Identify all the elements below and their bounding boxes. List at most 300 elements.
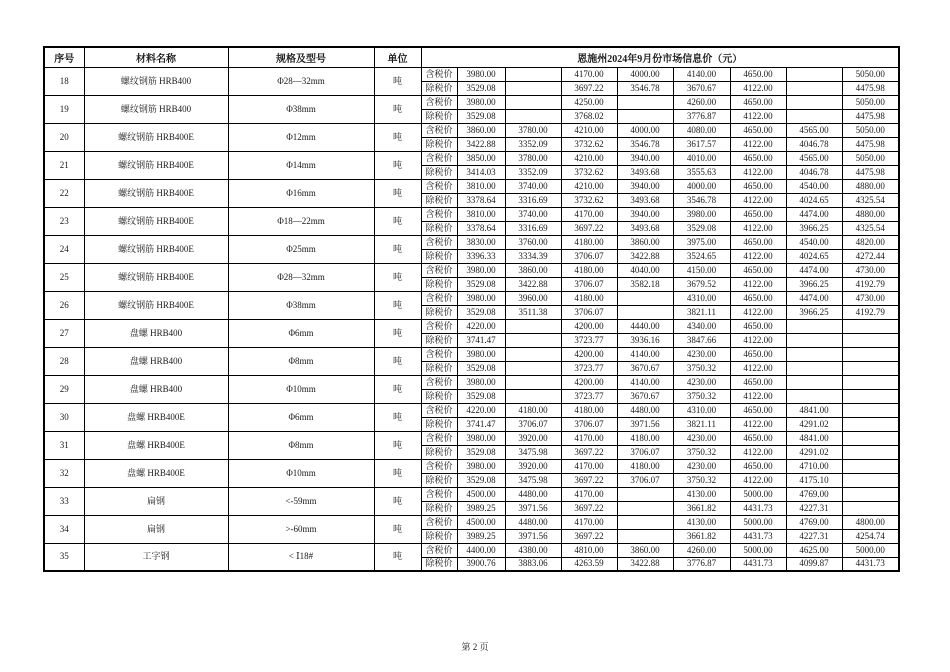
price-cell: 3936.16	[617, 333, 673, 347]
price-cell	[617, 501, 673, 515]
price-type-label: 除税价	[421, 361, 457, 375]
price-cell: 3741.47	[457, 417, 505, 431]
unit-cell: 吨	[374, 515, 421, 543]
table-row	[44, 347, 899, 361]
price-cell: 4291.02	[786, 417, 842, 431]
price-cell: 4180.00	[561, 263, 617, 277]
price-cell	[505, 319, 561, 333]
price-cell: 3697.22	[561, 81, 617, 95]
price-cell: 4227.31	[786, 529, 842, 543]
price-type-label: 含税价	[421, 235, 457, 249]
price-cell: 3810.00	[457, 207, 505, 221]
price-cell: 4474.00	[786, 291, 842, 305]
price-cell	[842, 459, 899, 473]
seq-cell: 31	[44, 431, 84, 459]
price-cell: 4200.00	[561, 375, 617, 389]
price-cell: 3706.07	[617, 473, 673, 487]
spec-cell: Φ28—32mm	[228, 263, 374, 291]
price-cell: 3760.00	[505, 235, 561, 249]
seq-cell: 26	[44, 291, 84, 319]
price-cell: 4080.00	[673, 123, 730, 137]
price-type-label: 含税价	[421, 291, 457, 305]
price-cell: 3316.69	[505, 193, 561, 207]
price-cell: 3378.64	[457, 221, 505, 235]
price-cell: 5000.00	[730, 543, 786, 557]
price-cell: 3750.32	[673, 445, 730, 459]
price-cell	[617, 109, 673, 123]
price-cell: 4565.00	[786, 123, 842, 137]
price-cell: 4220.00	[457, 319, 505, 333]
spec-cell: Φ10mm	[228, 459, 374, 487]
price-cell: 4230.00	[673, 459, 730, 473]
price-cell	[786, 389, 842, 403]
price-cell: 3989.25	[457, 501, 505, 515]
price-type-label: 除税价	[421, 221, 457, 235]
unit-cell: 吨	[374, 179, 421, 207]
spec-cell: <-59mm	[228, 487, 374, 515]
price-cell: 3422.88	[617, 249, 673, 263]
price-cell: 4475.98	[842, 81, 899, 95]
price-cell	[842, 361, 899, 375]
price-cell: 4180.00	[617, 459, 673, 473]
price-cell	[505, 333, 561, 347]
price-cell: 3679.52	[673, 277, 730, 291]
price-cell: 3546.78	[617, 81, 673, 95]
material-cell: 螺纹钢筋 HRB400E	[84, 123, 228, 151]
price-cell: 4192.79	[842, 277, 899, 291]
price-cell: 3847.66	[673, 333, 730, 347]
material-cell: 螺纹钢筋 HRB400E	[84, 263, 228, 291]
price-cell: 4210.00	[561, 151, 617, 165]
price-cell	[786, 95, 842, 109]
price-cell: 3546.78	[617, 137, 673, 151]
price-type-label: 除税价	[421, 249, 457, 263]
price-cell: 4230.00	[673, 347, 730, 361]
price-cell: 4122.00	[730, 389, 786, 403]
price-cell: 5050.00	[842, 67, 899, 81]
seq-cell: 29	[44, 375, 84, 403]
price-cell: 4227.31	[786, 501, 842, 515]
price-cell: 3883.06	[505, 557, 561, 571]
material-cell: 螺纹钢筋 HRB400	[84, 67, 228, 95]
price-type-label: 含税价	[421, 67, 457, 81]
price-cell: 3940.00	[617, 207, 673, 221]
price-cell: 4170.00	[561, 515, 617, 529]
price-cell: 3529.08	[457, 109, 505, 123]
price-cell	[842, 445, 899, 459]
price-cell: 4480.00	[505, 515, 561, 529]
seq-cell: 21	[44, 151, 84, 179]
price-cell: 4841.00	[786, 403, 842, 417]
price-cell: 3661.82	[673, 501, 730, 515]
table-row	[44, 319, 899, 333]
table-row	[44, 291, 899, 305]
price-cell	[505, 375, 561, 389]
price-cell: 4800.00	[842, 515, 899, 529]
price-cell: 4150.00	[673, 263, 730, 277]
price-type-label: 除税价	[421, 333, 457, 347]
price-cell: 4000.00	[617, 67, 673, 81]
price-cell: 4180.00	[561, 235, 617, 249]
price-cell: 3529.08	[457, 473, 505, 487]
price-cell: 4769.00	[786, 515, 842, 529]
unit-cell: 吨	[374, 263, 421, 291]
price-cell	[786, 361, 842, 375]
price-cell: 4122.00	[730, 109, 786, 123]
price-cell: 4625.00	[786, 543, 842, 557]
table-row	[44, 95, 899, 109]
price-cell: 4769.00	[786, 487, 842, 501]
price-cell: 3741.47	[457, 333, 505, 347]
spec-cell: Φ38mm	[228, 95, 374, 123]
price-cell: 4431.73	[842, 557, 899, 571]
price-cell: 4431.73	[730, 557, 786, 571]
price-cell: 4310.00	[673, 403, 730, 417]
price-cell: 3316.69	[505, 221, 561, 235]
price-cell: 4325.54	[842, 193, 899, 207]
price-cell	[617, 291, 673, 305]
seq-cell: 28	[44, 347, 84, 375]
price-cell: 4024.65	[786, 193, 842, 207]
price-cell: 3989.25	[457, 529, 505, 543]
price-cell: 3732.62	[561, 165, 617, 179]
price-cell: 4122.00	[730, 221, 786, 235]
seq-cell: 24	[44, 235, 84, 263]
price-cell: 5000.00	[730, 487, 786, 501]
table-row	[44, 179, 899, 193]
header-spec: 规格及型号	[228, 47, 374, 67]
price-cell: 4046.78	[786, 137, 842, 151]
price-cell: 4180.00	[561, 291, 617, 305]
price-cell	[505, 361, 561, 375]
price-cell: 3422.88	[457, 137, 505, 151]
price-cell: 4650.00	[730, 235, 786, 249]
seq-cell: 18	[44, 67, 84, 95]
price-cell: 4010.00	[673, 151, 730, 165]
price-cell: 3529.08	[457, 361, 505, 375]
seq-cell: 19	[44, 95, 84, 123]
price-cell: 4500.00	[457, 515, 505, 529]
price-cell: 3706.07	[561, 249, 617, 263]
unit-cell: 吨	[374, 207, 421, 235]
price-cell: 5050.00	[842, 123, 899, 137]
price-cell: 4650.00	[730, 431, 786, 445]
price-cell: 4730.00	[842, 263, 899, 277]
spec-cell: Φ6mm	[228, 319, 374, 347]
price-cell: 3706.07	[561, 417, 617, 431]
price-cell: 3900.76	[457, 557, 505, 571]
material-cell: 螺纹钢筋 HRB400E	[84, 151, 228, 179]
unit-cell: 吨	[374, 403, 421, 431]
price-cell: 5050.00	[842, 95, 899, 109]
price-cell: 3980.00	[457, 459, 505, 473]
price-type-label: 含税价	[421, 347, 457, 361]
price-cell: 4650.00	[730, 347, 786, 361]
price-cell: 3414.03	[457, 165, 505, 179]
price-type-label: 含税价	[421, 487, 457, 501]
price-cell: 3524.65	[673, 249, 730, 263]
price-cell: 4650.00	[730, 179, 786, 193]
material-cell: 盘螺 HRB400E	[84, 459, 228, 487]
price-cell: 4122.00	[730, 249, 786, 263]
price-cell: 3920.00	[505, 459, 561, 473]
price-cell: 3776.87	[673, 109, 730, 123]
unit-cell: 吨	[374, 67, 421, 95]
price-cell: 4475.98	[842, 109, 899, 123]
price-cell	[786, 347, 842, 361]
price-cell	[842, 417, 899, 431]
price-cell: 3529.08	[457, 277, 505, 291]
price-cell: 4122.00	[730, 193, 786, 207]
price-type-label: 除税价	[421, 137, 457, 151]
price-cell: 4710.00	[786, 459, 842, 473]
price-cell: 4192.79	[842, 305, 899, 319]
price-cell: 4565.00	[786, 151, 842, 165]
price-cell: 4400.00	[457, 543, 505, 557]
price-cell: 3980.00	[457, 375, 505, 389]
unit-cell: 吨	[374, 319, 421, 347]
price-cell: 3966.25	[786, 305, 842, 319]
spec-cell: Φ38mm	[228, 291, 374, 319]
price-cell: 4230.00	[673, 431, 730, 445]
price-cell: 3529.08	[673, 221, 730, 235]
price-type-label: 含税价	[421, 459, 457, 473]
unit-cell: 吨	[374, 235, 421, 263]
header-seq: 序号	[44, 47, 84, 67]
price-cell: 4170.00	[561, 207, 617, 221]
unit-cell: 吨	[374, 459, 421, 487]
price-type-label: 除税价	[421, 389, 457, 403]
table-row	[44, 543, 899, 557]
price-cell: 3723.77	[561, 333, 617, 347]
price-cell: 4200.00	[561, 319, 617, 333]
unit-cell: 吨	[374, 291, 421, 319]
price-type-label: 含税价	[421, 179, 457, 193]
price-cell: 4650.00	[730, 459, 786, 473]
price-cell: 3706.07	[617, 445, 673, 459]
price-cell: 3529.08	[457, 445, 505, 459]
price-cell: 4480.00	[617, 403, 673, 417]
price-cell: 3966.25	[786, 221, 842, 235]
price-cell: 4650.00	[730, 319, 786, 333]
price-cell: 3980.00	[457, 95, 505, 109]
price-type-label: 除税价	[421, 417, 457, 431]
price-cell	[842, 347, 899, 361]
price-type-label: 含税价	[421, 543, 457, 557]
price-cell: 4122.00	[730, 81, 786, 95]
price-cell: 3511.38	[505, 305, 561, 319]
price-cell: 3493.68	[617, 221, 673, 235]
price-type-label: 除税价	[421, 501, 457, 515]
spec-cell: Φ14mm	[228, 151, 374, 179]
price-cell: 4180.00	[561, 403, 617, 417]
price-cell	[505, 67, 561, 81]
price-cell: 3830.00	[457, 235, 505, 249]
price-cell: 5000.00	[730, 515, 786, 529]
price-cell: 4650.00	[730, 95, 786, 109]
price-cell: 3966.25	[786, 277, 842, 291]
price-type-label: 除税价	[421, 109, 457, 123]
spec-cell: Φ18—22mm	[228, 207, 374, 235]
price-cell: 4310.00	[673, 291, 730, 305]
seq-cell: 32	[44, 459, 84, 487]
material-cell: 螺纹钢筋 HRB400	[84, 95, 228, 123]
price-cell	[786, 109, 842, 123]
table-row	[44, 151, 899, 165]
table-row	[44, 207, 899, 221]
price-type-label: 除税价	[421, 277, 457, 291]
price-type-label: 除税价	[421, 81, 457, 95]
price-type-label: 含税价	[421, 123, 457, 137]
seq-cell: 35	[44, 543, 84, 571]
price-type-label: 含税价	[421, 95, 457, 109]
price-cell	[842, 473, 899, 487]
price-cell: 3821.11	[673, 305, 730, 319]
table-row	[44, 403, 899, 417]
price-cell: 4130.00	[673, 515, 730, 529]
price-cell: 3971.56	[617, 417, 673, 431]
material-cell: 盘螺 HRB400	[84, 319, 228, 347]
price-cell: 3706.07	[561, 305, 617, 319]
price-cell: 4099.87	[786, 557, 842, 571]
material-cell: 盘螺 HRB400E	[84, 403, 228, 431]
price-cell: 4650.00	[730, 375, 786, 389]
price-cell: 3740.00	[505, 207, 561, 221]
page-number: 第 2 页	[461, 642, 489, 652]
price-cell: 4122.00	[730, 165, 786, 179]
seq-cell: 33	[44, 487, 84, 515]
price-cell: 4431.73	[730, 529, 786, 543]
price-cell: 4024.65	[786, 249, 842, 263]
price-cell: 4480.00	[505, 487, 561, 501]
price-cell: 3529.08	[457, 389, 505, 403]
price-cell: 3971.56	[505, 529, 561, 543]
material-cell: 扁钢	[84, 487, 228, 515]
price-cell: 3661.82	[673, 529, 730, 543]
table-row	[44, 431, 899, 445]
price-cell: 3850.00	[457, 151, 505, 165]
price-cell: 3706.07	[505, 417, 561, 431]
price-cell: 3475.98	[505, 473, 561, 487]
material-cell: 工字钢	[84, 543, 228, 571]
spec-cell: Φ10mm	[228, 375, 374, 403]
price-cell: 4650.00	[730, 207, 786, 221]
price-cell: 4046.78	[786, 165, 842, 179]
price-cell: 4540.00	[786, 179, 842, 193]
price-cell: 4210.00	[561, 123, 617, 137]
price-type-label: 含税价	[421, 319, 457, 333]
unit-cell: 吨	[374, 487, 421, 515]
price-cell: 4260.00	[673, 95, 730, 109]
price-cell: 3529.08	[457, 81, 505, 95]
price-cell: 4170.00	[561, 431, 617, 445]
price-cell: 4250.00	[561, 95, 617, 109]
price-type-label: 含税价	[421, 151, 457, 165]
price-cell: 3971.56	[505, 501, 561, 515]
price-cell	[842, 501, 899, 515]
seq-cell: 20	[44, 123, 84, 151]
price-cell: 3475.98	[505, 445, 561, 459]
price-cell	[842, 375, 899, 389]
price-table	[43, 46, 900, 572]
price-cell: 4122.00	[730, 333, 786, 347]
table-row	[44, 235, 899, 249]
price-cell: 4291.02	[786, 445, 842, 459]
price-cell: 4650.00	[730, 403, 786, 417]
price-cell: 3378.64	[457, 193, 505, 207]
price-cell: 3493.68	[617, 193, 673, 207]
material-cell: 螺纹钢筋 HRB400E	[84, 235, 228, 263]
price-cell: 4220.00	[457, 403, 505, 417]
price-cell: 3555.63	[673, 165, 730, 179]
spec-cell: Φ28—32mm	[228, 67, 374, 95]
price-cell	[842, 333, 899, 347]
table-row	[44, 375, 899, 389]
price-cell: 3940.00	[617, 179, 673, 193]
price-type-label: 除税价	[421, 557, 457, 571]
price-type-label: 含税价	[421, 431, 457, 445]
price-cell: 4140.00	[617, 375, 673, 389]
price-cell: 4170.00	[561, 459, 617, 473]
price-cell: 4810.00	[561, 543, 617, 557]
price-cell: 4340.00	[673, 319, 730, 333]
price-type-label: 含税价	[421, 207, 457, 221]
price-cell: 4122.00	[730, 305, 786, 319]
price-cell	[617, 95, 673, 109]
header-unit: 单位	[374, 47, 421, 67]
price-cell	[786, 375, 842, 389]
price-cell	[505, 109, 561, 123]
price-cell: 3750.32	[673, 361, 730, 375]
price-cell: 3670.67	[617, 389, 673, 403]
price-cell: 4122.00	[730, 137, 786, 151]
price-cell: 3860.00	[617, 235, 673, 249]
price-cell	[842, 389, 899, 403]
price-cell	[505, 347, 561, 361]
price-cell: 4040.00	[617, 263, 673, 277]
price-cell: 4380.00	[505, 543, 561, 557]
price-cell: 3617.57	[673, 137, 730, 151]
price-cell: 4650.00	[730, 291, 786, 305]
price-cell	[842, 403, 899, 417]
price-cell: 3975.00	[673, 235, 730, 249]
price-cell: 3860.00	[505, 263, 561, 277]
price-cell: 4880.00	[842, 179, 899, 193]
table-row	[44, 123, 899, 137]
price-cell: 3697.22	[561, 501, 617, 515]
price-cell: 4175.10	[786, 473, 842, 487]
price-type-label: 除税价	[421, 305, 457, 319]
price-cell: 4122.00	[730, 277, 786, 291]
price-type-label: 含税价	[421, 515, 457, 529]
seq-cell: 23	[44, 207, 84, 235]
price-cell	[786, 319, 842, 333]
price-cell: 3960.00	[505, 291, 561, 305]
price-cell: 3980.00	[457, 263, 505, 277]
price-cell: 3920.00	[505, 431, 561, 445]
seq-cell: 22	[44, 179, 84, 207]
seq-cell: 30	[44, 403, 84, 431]
price-cell: 5050.00	[842, 151, 899, 165]
price-cell: 3334.39	[505, 249, 561, 263]
price-type-label: 除税价	[421, 165, 457, 179]
price-cell: 3697.22	[561, 221, 617, 235]
price-cell	[505, 95, 561, 109]
price-cell: 4841.00	[786, 431, 842, 445]
price-cell: 3980.00	[457, 347, 505, 361]
price-cell: 3697.22	[561, 445, 617, 459]
table-row	[44, 515, 899, 529]
